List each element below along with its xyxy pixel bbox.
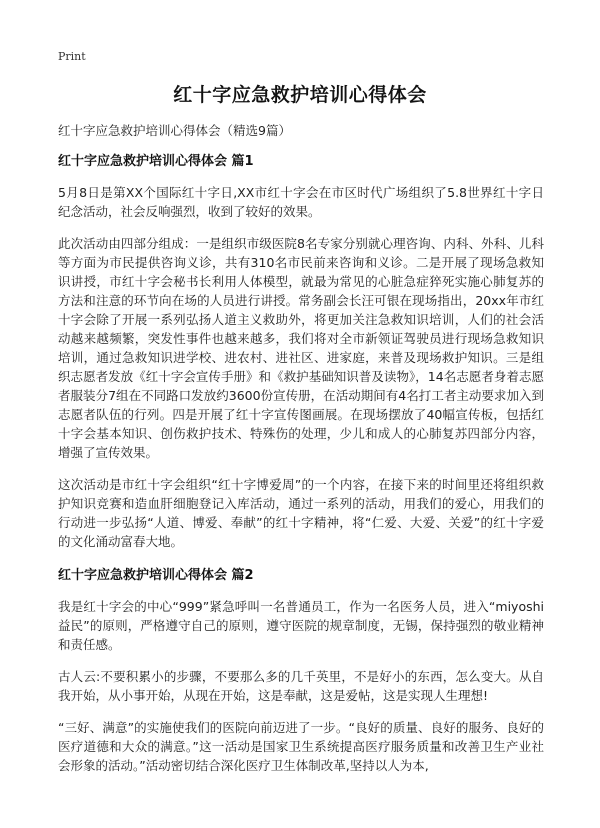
section-heading: 红十字应急救护培训心得体会 篇2 bbox=[58, 568, 254, 583]
section-1 bbox=[58, 150, 544, 551]
section-heading: 红十字应急救护培训心得体会 篇1 bbox=[58, 154, 254, 169]
paragraph: 古人云:不要积累小的步骤，不要那么多的几千英里，不是好小的东西，怎么变大。从自我开始，从小事开始，从现在开始，这是奉献，这是爱帖，这是实现人生理想! bbox=[58, 669, 544, 703]
paragraph: “三好、满意”的实施使我们的医院向前迈进了一步。“良好的质量、良好的服务、良好的医疗道德和大众的满意。”这一活动是国家卫生系统提高医疗服务质量和改善卫生产业社会形象的活动。”活动密切结合深化医疗卫生体制改革,坚持以人为本, bbox=[58, 720, 544, 773]
print-link[interactable]: Print bbox=[58, 50, 86, 63]
section-2 bbox=[58, 564, 544, 775]
paragraph: 这次活动是市红十字会组织“红十字博爱周”的一个内容，在接下来的时间里还将组织救护知识竞赛和造血肝细胞登记入库活动，通过一系列的活动，用我们的爱心，用我们的行动进一步弘扬“人道、博爱、奉献”的红十字精神，将“仁爱、大爱、关爱”的红十字爱的文化涌动富春大地。 bbox=[58, 477, 544, 549]
document-body bbox=[58, 150, 544, 788]
document-subtitle: 红十字应急救护培训心得体会（精选9篇） bbox=[58, 123, 291, 138]
paragraph: 5月8日是第XX个国际红十字日,XX市红十字会在市区时代广场组织了5.8世界红十字日纪念活动，社会反响强烈，收到了较好的效果。 bbox=[58, 185, 544, 219]
paragraph: 此次活动由四部分组成：一是组织市级医院8名专家分别就心理咨询、内科、外科、儿科等方面为市民提供咨询义诊，共有310名市民前来咨询和义诊。二是开展了现场急救知识讲授，市红十字会秘书长利用人体模型，就最为常见的心脏急症猝死实施心肺复苏的方法和注意的环节向在场的人员进行讲授。常务副会长汪可银在现场指出，20xx年市红十字会除了开展一系列弘扬人道主义救助外，将更加关注急救知识培训，人们的社会活动越来越频繁，突发性事件也越来越多，我们将对全市新领证驾驶员进行现场急救知识培训，通过急救知识进学校、进农村、进社区、进家庭，来普及现场救护知识。三是组织志愿者发放《红十字会宣传手册》和《救护基础知识普及读物》，14名志愿者身着志愿者服装分7组在不同路口发放约3600份宣传册，在活动期间有4名打工者主动要求加入到志愿者队伍的行列。四是开展了红十字宣传图画展。在现场摆放了40幅宣传板，包括红十字会基本知识、创伤救护技术、特殊伤的处理，少儿和成人的心肺复苏四部分内容，增强了宣传效果。 bbox=[58, 236, 544, 460]
paragraph: 我是红十字会的中心“999”紧急呼叫一名普通员工，作为一名医务人员，进入“miyoshi 益民”的原则，严格遵守自己的原则，遵守医院的规章制度，无锡，保持强烈的敬业精神和责任感。 bbox=[58, 599, 544, 652]
page-title: 红十字应急救护培训心得体会 bbox=[173, 84, 427, 106]
